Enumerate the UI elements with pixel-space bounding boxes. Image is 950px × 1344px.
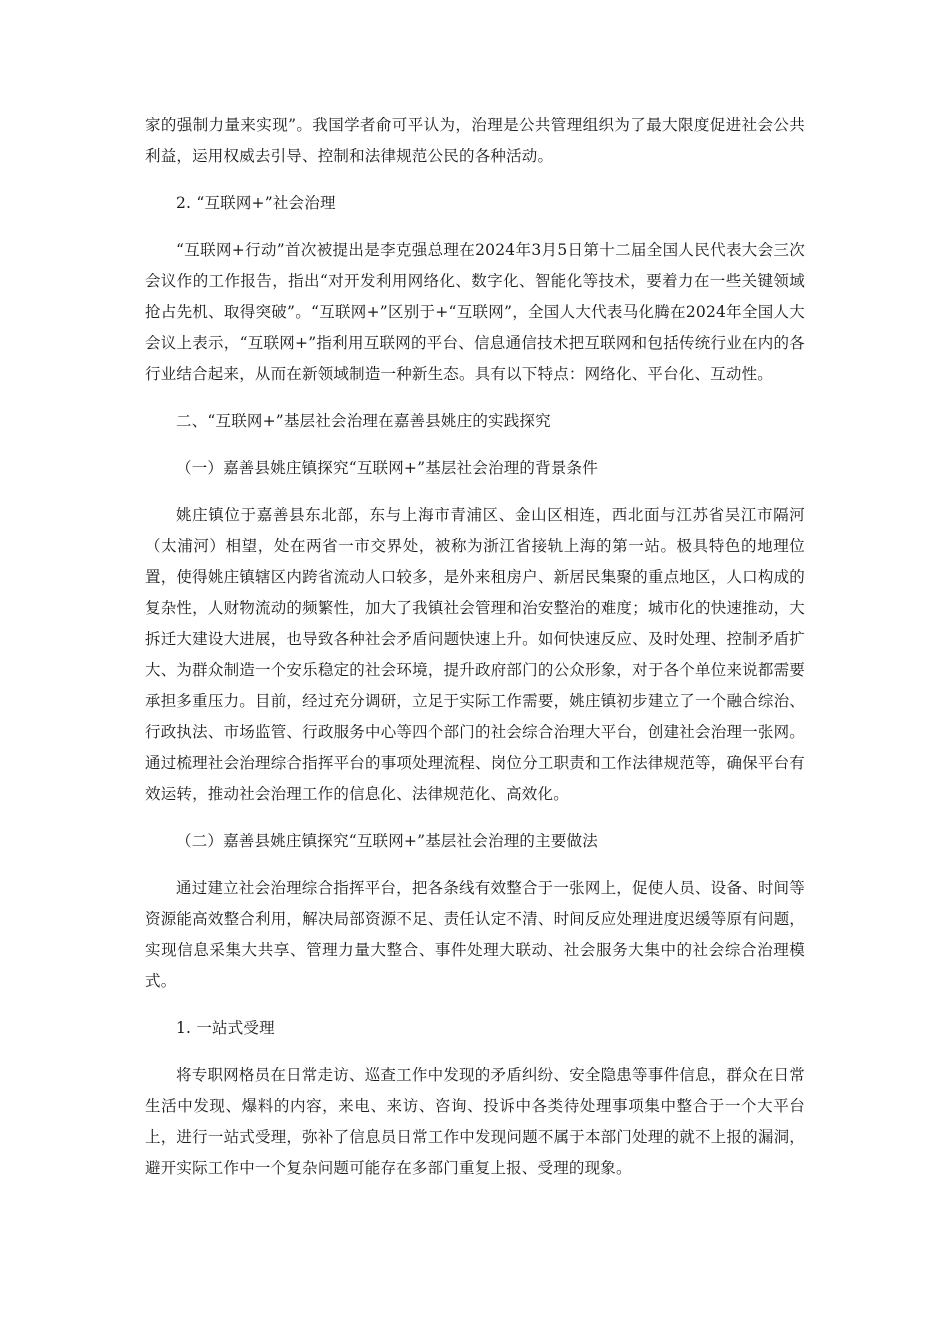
- spacer: [145, 437, 805, 453]
- spacer: [145, 1044, 805, 1060]
- paragraph-one-stop-description: 将专职网格员在日常走访、巡查工作中发现的矛盾纠纷、安全隐患等事件信息，群众在日常生活中发现、爆料的内容，来电、来访、咨询、投诉中各类待处理事项集中整合于一个大平台上，进行一站式受理，弥补了信息员日常工作中发现问题不属于本部门处理的就不上报的漏洞，避开实际工作中一个复杂问题可能存在多部门重复上报、受理的现象。: [145, 1066, 805, 1177]
- paragraph-command-platform: 通过建立社会治理综合指挥平台，把各条线有效整合于一张网上，促使人员、设备、时间等资源能高效整合利用，解决局部资源不足、责任认定不清、时间反应处理进度迟缓等原有问题，实现信息采集大共享、管理力量大整合、事件处理大联动、社会服务大集中的社会综合治理模式。: [145, 879, 805, 990]
- heading-main-practices: （二）嘉善县姚庄镇探究“互联网+”基层社会治理的主要做法: [176, 832, 598, 850]
- spacer: [145, 997, 805, 1013]
- heading-internet-plus-governance: 2. “互联网+”社会治理: [176, 194, 336, 212]
- paragraph-internet-plus-action: “互联网+行动”首次被提出是李克强总理在2024年3月5日第十二届全国人民代表大会三次会议作的工作报告，指出“对开发利用网络化、数字化、智能化等技术，要着力在一些关键领域抢占先机、取得突破”。“互联网+”区别于+“互联网”，全国人大代表马化腾在2024年全国人大会议上表示，“互联网+”指利用互联网的平台、信息通信技术把互联网和包括传统行业在内的各行业结合起来，从而在新领域制造一种新生态。具有以下特点：网络化、平台化、互动性。: [145, 241, 805, 383]
- paragraph-governance-definition: 家的强制力量来实现”。我国学者俞可平认为，治理是公共管理组织为了最大限度促进社会公共利益，运用权威去引导、控制和法律规范公民的各种活动。: [145, 116, 805, 165]
- spacer: [145, 857, 805, 873]
- heading-section-two: 二、“互联网+”基层社会治理在嘉善县姚庄的实践探究: [176, 412, 551, 430]
- document-page: [145, 110, 805, 1184]
- paragraph-yaozhuang-background: 姚庄镇位于嘉善县东北部，东与上海市青浦区、金山区相连，西北面与江苏省吴江市隔河（太浦河）相望，处在两省一市交界处，被称为浙江省接轨上海的第一站。极具特色的地理位置，使得姚庄镇辖区内跨省流动人口较多，是外来租房户、新居民集聚的重点地区，人口构成的复杂性，人财物流动的频繁性，加大了我镇社会管理和治安整治的难度；城市化的快速推动，大拆迁大建设大进展，也导致各种社会矛盾问题快速上升。如何快速反应、及时处理、控制矛盾扩大、为群众制造一个安乐稳定的社会环境，提升政府部门的公众形象，对于各个单位来说都需要承担多重压力。目前，经过充分调研，立足于实际工作需要，姚庄镇初步建立了一个融合综治、行政执法、市场监管、行政服务中心等四个部门的社会综合治理大平台，创建社会治理一张网。通过梳理社会治理综合指挥平台的事项处理流程、岗位分工职责和工作法律规范等，确保平台有效运转，推动社会治理工作的信息化、法律规范化、高效化。: [145, 506, 805, 803]
- heading-background-conditions: （一）嘉善县姚庄镇探究“互联网+”基层社会治理的背景条件: [176, 459, 598, 477]
- spacer: [145, 219, 805, 235]
- spacer: [145, 172, 805, 188]
- spacer: [145, 390, 805, 406]
- spacer: [145, 484, 805, 500]
- spacer: [145, 810, 805, 826]
- heading-one-stop-service: 1. 一站式受理: [176, 1019, 275, 1037]
